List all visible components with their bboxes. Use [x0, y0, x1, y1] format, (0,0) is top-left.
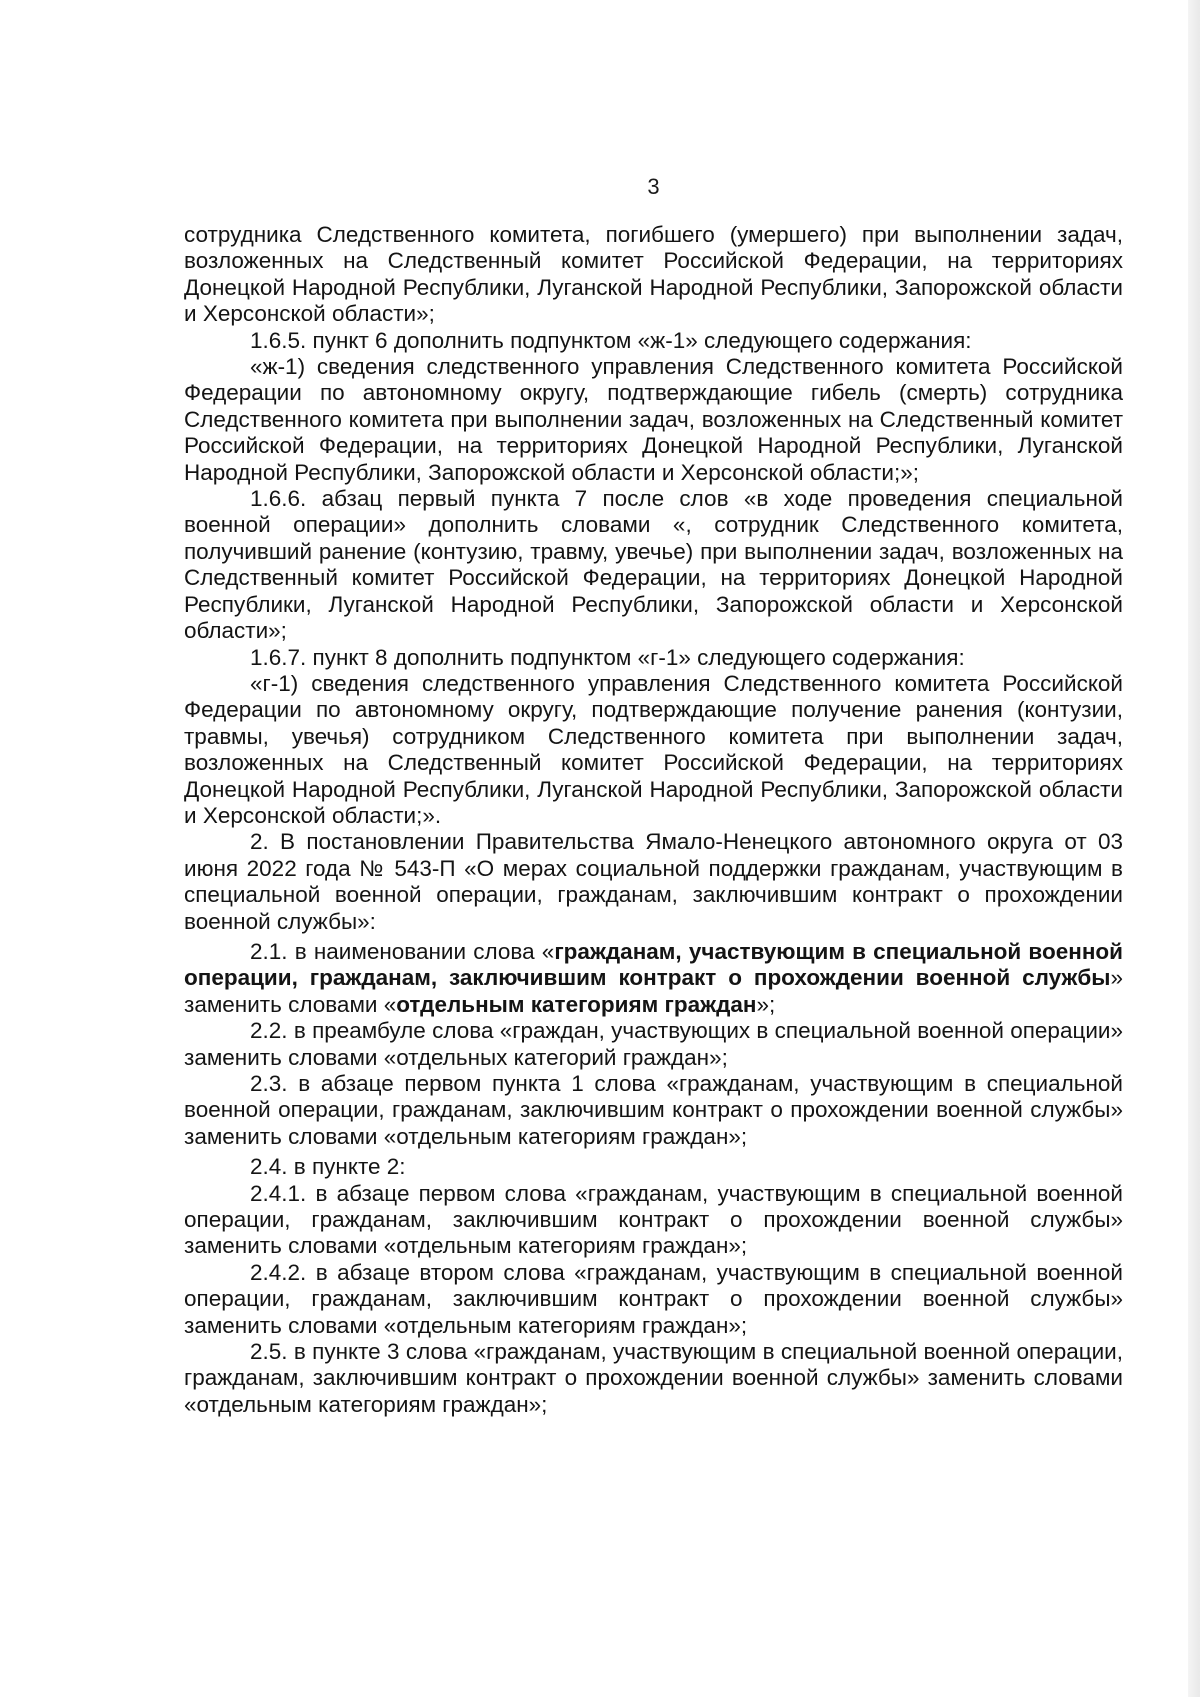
- paragraph-2-4-1: 2.4.1. в абзаце первом слова «гражданам, участвующим в специальной военной операции, гражданам, заключившим контракт о прохождении военной службы» заменить словами «отдельным категориям граждан»;: [184, 1180, 1123, 1259]
- paragraph-2-1-text-c: »;: [756, 991, 776, 1017]
- paragraph-2-1: [184, 939, 1123, 1018]
- paragraph-1-6-7: 1.6.7. пункт 8 дополнить подпунктом «г-1» следующего содержания:: [250, 644, 965, 670]
- paragraph-2-3: 2.3. в абзаце первом пункта 1 слова «гражданам, участвующим в специальной военной операции, гражданам, заключившим контракт о прохождении военной службы» заменить словами «отдельным категориям граждан»;: [184, 1071, 1123, 1149]
- paragraph-2-2: 2.2. в преамбуле слова «граждан, участвующих в специальной военной операции» заменить словами «отдельных категорий граждан»;: [184, 1018, 1123, 1070]
- paragraph-zh-1: «ж-1) сведения следственного управления Следственного комитета Российской Федерации по автономному округу, подтверждающие гибель (смерть) сотрудника Следственного комитета при выполнении задач, возложенных на Следственный комитет Российской Федерации, на территориях Донецкой Народной Республики, Луганской Народной Республики, Запорожской области и Херсонской области;»;: [184, 354, 1123, 485]
- scan-edge: [1188, 0, 1200, 1697]
- paragraph-2-1-bold-a: гражданам, участвующим в специальной военной операции, гражданам, заключившим контракт о прохождении военной службы: [184, 938, 1123, 991]
- paragraph-g-1: «г-1) сведения следственного управления Следственного комитета Российской Федерации по автономному округу, подтверждающие получение ранения (контузии, травмы, увечья) сотрудником Следственного комитета при выполнении задач, возложенных на Следственный комитет Российской Федерации, на территориях Донецкой Народной Республики, Луганской Народной Республики, Запорожской области и Херсонской области;».: [184, 670, 1123, 828]
- paragraph-2-4-2: 2.4.2. в абзаце втором слова «гражданам, участвующим в специальной военной операции, гражданам, заключившим контракт о прохождении военной службы» заменить словами «отдельным категориям граждан»;: [184, 1259, 1123, 1338]
- paragraph-1-6-5: 1.6.5. пункт 6 дополнить подпунктом «ж-1» следующего содержания:: [250, 327, 972, 353]
- paragraph-2-4: 2.4. в пункте 2:: [250, 1154, 406, 1180]
- paragraph-2-1-text-a: 2.1. в наименовании слова «: [250, 938, 555, 964]
- paragraph-1: сотрудника Следственного комитета, погибшего (умершего) при выполнении задач, возложенных на Следственный комитет Российской Федерации, на территориях Донецкой Народной Республики, Луганской Народной Республики, Запорожской области и Херсонской области»;: [184, 222, 1123, 327]
- page-number: 3: [647, 174, 660, 199]
- paragraph-2-1-bold-b: отдельным категориям граждан: [396, 991, 757, 1017]
- paragraph-2-5: 2.5. в пункте 3 слова «гражданам, участвующим в специальной военной операции, гражданам, заключившим контракт о прохождении военной службы» заменить словами «отдельным категориям граждан»;: [184, 1339, 1123, 1417]
- paragraph-1-6-6: 1.6.6. абзац первый пункта 7 после слов «в ходе проведения специальной военной операции» дополнить словами «, сотрудник Следственного комитета, получивший ранение (контузию, травму, увечье) при выполнении задач, возложенных на Следственный комитет Российской Федерации, на территориях Донецкой Народной Республики, Луганской Народной Республики, Запорожской области и Херсонской области»;: [184, 486, 1123, 644]
- paragraph-2-1-text-b: » заменить словами «: [184, 965, 1123, 1017]
- document-body: [184, 222, 1123, 1418]
- paragraph-2: 2. В постановлении Правительства Ямало-Ненецкого автономного округа от 03 июня 2022 года № 543-П «О мерах социальной поддержки гражданам, участвующим в специальной военной операции, гражданам, заключившим контракт о прохождении военной службы»:: [184, 829, 1123, 934]
